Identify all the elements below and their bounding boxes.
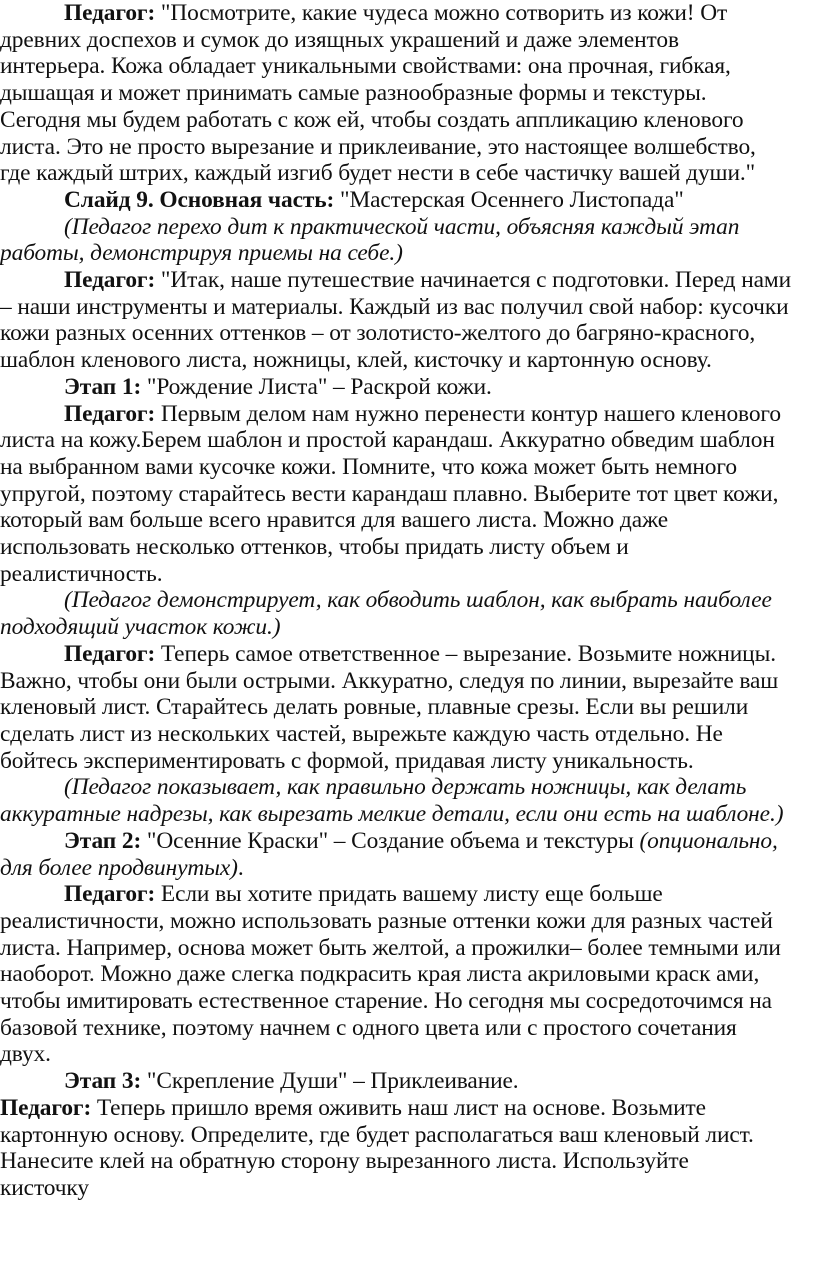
paragraph-materials-speech bbox=[0, 267, 816, 374]
stage-direction-text: (Педагог показывает, как правильно держать ножницы, как делать bbox=[64, 774, 747, 801]
text-line: листа. Это не просто вырезание и приклеивание, это настоящее волшебство, bbox=[0, 133, 756, 160]
slide-label: Слайд 9. Основная часть: bbox=[64, 186, 335, 213]
paragraph-intro-speech bbox=[0, 0, 816, 187]
text-line: где каждый штрих, каждый изгиб будет нести в себе частичку вашей души." bbox=[0, 160, 756, 187]
text-line: кожи разных осенних оттенков – от золотисто-желтого до багряно-красного, bbox=[0, 320, 756, 347]
text-line: использовать несколько оттенков, чтобы придать листу объем и bbox=[0, 534, 629, 561]
text-line: листа. Например, основа может быть желтой, а прожилки– более темными или bbox=[0, 934, 781, 961]
text-line: реалистичности, можно использовать разные оттенки кожи для разных частей bbox=[0, 907, 773, 934]
stage-label: Этап 2: bbox=[64, 827, 142, 854]
text-line: на выбранном вами кусочке кожи. Помните, что кожа может быть немного bbox=[0, 453, 737, 480]
text-line: сделать лист из нескольких частей, вырежьте каждую часть отдельно. Не bbox=[0, 720, 723, 747]
text-line: чтобы имитировать естественное старение. Но сегодня мы сосредоточимся на bbox=[0, 988, 772, 1015]
line-text: "Итак, наше путешествие начинается с подготовки. Перед нами bbox=[155, 267, 792, 294]
text-line bbox=[0, 0, 816, 27]
paragraph-cutting-speech bbox=[0, 641, 816, 775]
text-line: – наши инструменты и материалы. Каждый из вас получил свой набор: кусочки bbox=[0, 293, 789, 320]
paragraph-stage-direction bbox=[0, 214, 816, 267]
text-line bbox=[0, 587, 816, 614]
paragraph-stage-direction bbox=[0, 587, 816, 640]
paragraph-tracing-speech bbox=[0, 401, 816, 588]
text-line: двух. bbox=[0, 1041, 51, 1068]
text-line bbox=[0, 774, 816, 801]
text-line bbox=[0, 240, 816, 267]
text-line bbox=[0, 187, 816, 214]
text-line: кленовый лист. Старайтесь делать ровные, плавные срезы. Если вы решили bbox=[0, 694, 749, 721]
text-line: который вам больше всего нравится для вашего листа. Можно даже bbox=[0, 507, 669, 534]
line-text: "Рождение Листа" – Раскрой кожи. bbox=[141, 373, 492, 400]
text-line: древних доспехов и сумок до изящных украшений и даже элементов bbox=[0, 26, 679, 53]
paragraph-gluing-speech bbox=[0, 1095, 816, 1202]
stage-label: Этап 1: bbox=[64, 373, 142, 400]
text-line: Сегодня мы будем работать с кож ей, чтобы создать аппликацию кленового bbox=[0, 106, 744, 133]
speaker-label: Педагог: bbox=[64, 0, 156, 26]
text-line: Нанесите клей на обратную сторону вырезанного листа. Используйте bbox=[0, 1148, 689, 1175]
speaker-label: Педагог: bbox=[64, 881, 156, 908]
text-line: дышащая и может принимать самые разнообразные формы и текстуры. bbox=[0, 80, 707, 107]
text-line bbox=[0, 267, 816, 294]
line-text: Первым делом нам нужно перенести контур нашего кленового bbox=[155, 400, 781, 427]
paragraph-stage-direction bbox=[0, 774, 816, 827]
text-line bbox=[0, 614, 816, 641]
paragraph-stage-1-heading bbox=[0, 374, 816, 401]
text-line: картонную основу. Определите, где будет располагаться ваш кленовый лист. bbox=[0, 1121, 754, 1148]
text-line bbox=[0, 855, 816, 882]
speaker-label: Педагог: bbox=[64, 400, 156, 427]
text-line: наоборот. Можно даже слегка подкрасить края листа акриловыми краск ами, bbox=[0, 961, 760, 988]
line-text: "Посмотрите, какие чудеса можно сотворить из кожи! От bbox=[155, 0, 728, 26]
text-line bbox=[0, 1068, 816, 1095]
text-line: бойтесь экспериментировать с формой, придавая листу уникальность. bbox=[0, 747, 694, 774]
line-text: Теперь самое ответственное – вырезание. Возьмите ножницы. bbox=[155, 640, 776, 667]
text-line: реалистичность. bbox=[0, 560, 163, 587]
stage-label: Этап 3: bbox=[64, 1068, 142, 1095]
stage-direction-text: (Педагог демонстрирует, как обводить шаблон, как выбрать наиболее bbox=[64, 587, 772, 614]
text-line bbox=[0, 828, 816, 855]
line-text: . bbox=[237, 854, 244, 881]
text-line: листа на кожу.Берем шаблон и простой карандаш. Аккуратно обведим шаблон bbox=[0, 427, 775, 454]
paragraph-slide-heading bbox=[0, 187, 816, 214]
text-line: базовой технике, поэтому начнем с одного цвета или с простого сочетания bbox=[0, 1014, 737, 1041]
speaker-label: Педагог: bbox=[64, 640, 156, 667]
text-line bbox=[0, 401, 816, 428]
line-text: "Мастерская Осеннего Листопада" bbox=[334, 186, 684, 213]
optional-note: (опционально, bbox=[639, 827, 778, 854]
text-line bbox=[0, 374, 816, 401]
text-line: упругой, поэтому старайтесь вести карандаш плавно. Выберите тот цвет кожи, bbox=[0, 480, 779, 507]
text-line: Важно, чтобы они были острыми. Аккуратно, следуя по линии, вырезайте ваш bbox=[0, 667, 779, 694]
stage-direction-text: подходящий участок кожи.) bbox=[0, 614, 281, 641]
line-text: "Осенние Краски" – Создание объема и текстуры bbox=[141, 827, 640, 854]
text-line bbox=[0, 214, 816, 241]
text-line bbox=[0, 641, 816, 668]
speaker-label: Педагог: bbox=[0, 1094, 92, 1121]
stage-direction-text: (Педагог перехо дит к практической части, объясняя каждый этап bbox=[64, 213, 740, 240]
speaker-label: Педагог: bbox=[64, 267, 156, 294]
text-line bbox=[0, 1095, 816, 1122]
text-line: шаблон кленового листа, ножницы, клей, кисточку и картонную основу. bbox=[0, 347, 712, 374]
text-line: интерьера. Кожа обладает уникальными свойствами: она прочная, гибкая, bbox=[0, 53, 731, 80]
line-text: Если вы хотите придать вашему листу еще больше bbox=[155, 881, 663, 908]
line-text: Теперь пришло время оживить наш лист на основе. Возьмите bbox=[91, 1094, 706, 1121]
stage-direction-text: аккуратные надрезы, как вырезать мелкие детали, если они есть на шаблоне.) bbox=[0, 801, 784, 828]
line-text: "Скрепление Души" – Приклеивание. bbox=[141, 1068, 519, 1095]
optional-note: для более продвинутых) bbox=[0, 854, 238, 881]
paragraph-stage-2-heading bbox=[0, 828, 816, 881]
stage-direction-text: работы, демонстрируя приемы на себе.) bbox=[0, 240, 403, 267]
text-line bbox=[0, 801, 816, 828]
paragraph-texture-speech bbox=[0, 881, 816, 1068]
paragraph-stage-3-heading bbox=[0, 1068, 816, 1095]
text-line bbox=[0, 881, 816, 908]
text-line: кисточку bbox=[0, 1174, 89, 1201]
